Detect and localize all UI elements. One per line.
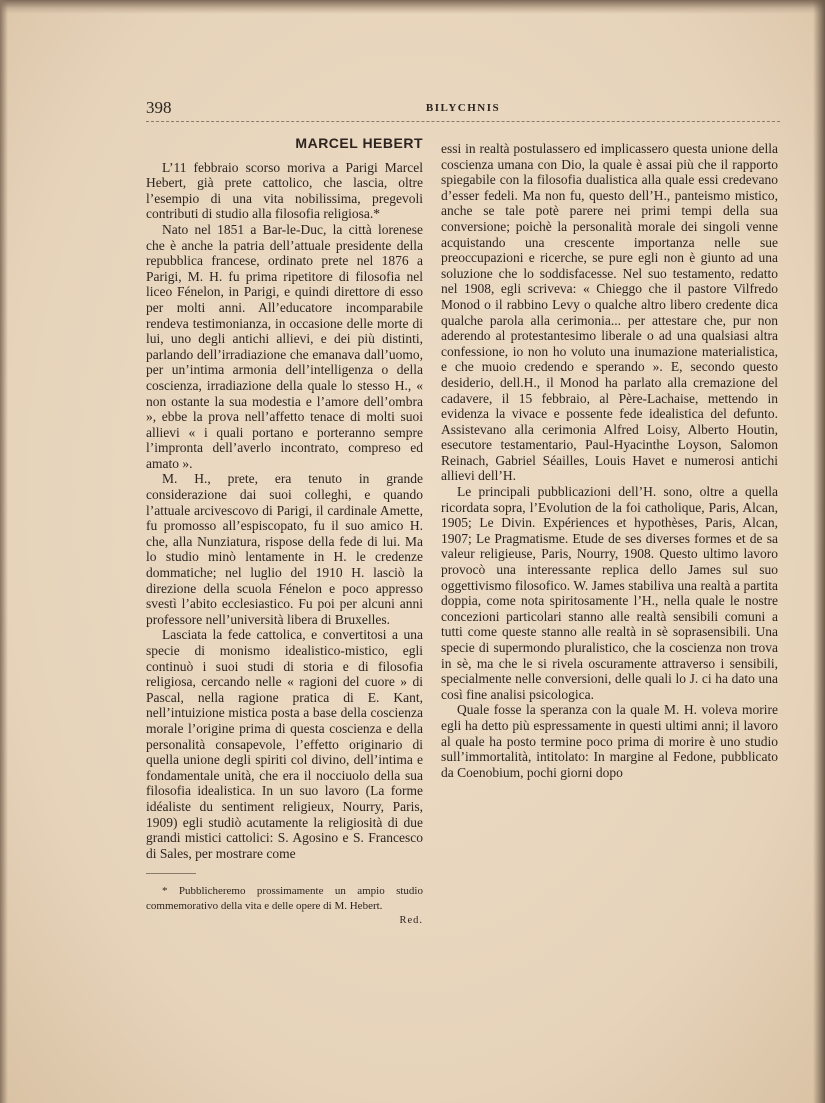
- page-header: [146, 98, 780, 120]
- article-title: MARCEL HEBERT: [295, 135, 423, 151]
- page-edge-top: [0, 0, 825, 14]
- paragraph: Nato nel 1851 a Bar-le-Duc, la città lorenese che è anche la patria dell’attuale presidente della repubblica francese, ordinato prete nel 1876 a Parigi, M. H. fu prima ripetitore di filosofia nel liceo Fénelon, in Parigi, e quindi direttore di esso per molti anni. All’educatore incomparabile rendeva testimonianza, in occasione delle morte di lui, uno degli antichi allievi, e dei più distinti, parlando dell’irradiazione che emanava dall’uomo, per un’intima armonia dell’intelligenza o della coscienza, irradiazione della quale lo stesso H., « non ostante la sua modestia e l’amore dell’ombra », ebbe la prova nell’affetto tenace di molti suoi allievi « i quali portano e porteranno sempre l’impronta dell’averlo incontrato, compreso ed amato ».: [146, 221, 423, 471]
- right-column: [441, 141, 778, 780]
- footnote-rule: [146, 873, 196, 874]
- paragraph: Le principali pubblicazioni dell’H. sono, oltre a quella ricordata sopra, l’Evolution de la foi catholique, Paris, Alcan, 1905; Le Divin. Expériences et hypothèses, Paris, Alcan, 1907; Le Pragmatisme. Etude de ses diverses formes et de sa valeur religieuse, Paris, Nourry, 1908. Questo ultimo lavoro provocò una interessante replica dello James sul suo oggettivismo filosofico. W. James stabiliva una realtà a partita doppia, come nota spiritosamente l’H., nella quale le nostre concezioni particolari stanno alle realtà sensibili comuni a tutti come queste stanno alle realtà in sè soprasensibili. Una specie di supermondo pluralistico, che la coscienza non trova in sè, ma che le si rivela oscuramente attraverso i sensibili, specialmente nelle conversioni, delle quali lo J. ci ha dato una così fine analisi psicologica.: [441, 484, 778, 702]
- paragraph: Lasciata la fede cattolica, e convertitosi a una specie di monismo idealistico-mistico, egli continuò i suoi studi di storia e di filosofia religiosa, cercando nelle « ragioni del cuore » di Pascal, nella ragione pratica di E. Kant, nell’intuizione mistica posta a base della coscienza morale l’origine prima di questa coscienza e della personalità consapevole, l’effetto originario di quella unione degli spiriti col divino, dell’intima e fondamentale unità, che era il nocciuolo della sua filosofia idealistica. In un suo lavoro (La forme idéaliste du sentiment religieux, Nourry, Paris, 1909) egli studiò acutamente la religiosità di due grandi mistici cattolici: S. Agosino e S. Francesco di Sales, per mostrare come: [146, 627, 423, 861]
- page-edge-left: [0, 0, 8, 1103]
- page-number: 398: [146, 98, 172, 117]
- paragraph: M. H., prete, era tenuto in grande considerazione dai suoi colleghi, e quando l’attuale arcivescovo di Parigi, il cardinale Amette, fu promosso all’espiscopato, fu il suo amico H. che, alla Nunziatura, rispose della fede di lui. Ma lo studio minò lentamente in H. le credenze dommatiche; nel luglio del 1910 H. lasciò la direzione della scuola Fénelon e poco appresso svestì l’abito ecclesiastico. Fu poi per alcuni anni professore nell’università libera di Bruxelles.: [146, 471, 423, 627]
- paragraph: L’11 febbraio scorso moriva a Parigi Marcel Hebert, già prete cattolico, che lascia, oltre l’esempio di una vita nobilissima, pregevoli contributi di studio alla filosofia religiosa.*: [146, 159, 423, 222]
- running-head: BILYCHNIS: [425, 102, 501, 114]
- header-rule: [146, 121, 780, 122]
- page-edge-right: [813, 0, 825, 1103]
- paragraph: Quale fosse la speranza con la quale M. H. voleva morire egli ha detto più espressamente in questi ultimi anni; il lavoro al quale ha posto termine poco prima di morire è uno studio sull’immortalità, intitolato: In margine al Fedone, pubblicato da Coenobium, pochi giorni dopo: [441, 702, 778, 780]
- paragraph: essi in realtà postulassero ed implicassero questa unione della coscienza umana con Dio, la quale è assai più che il rapporto spiegabile con la filosofia dualistica alla quale essi credevano d’esser fedeli. Ma non fu, questo dell’H., panteismo mistico, anche se tale potè parere nei primi tempi della sua conversione; poichè la personalità morale dei singoli venne acquistando una crescente importanza nelle sue preoccupazioni e ricerche, se pure egli non è giunto ad una soluzione che lo soddisfacesse. Nel suo testamento, redatto nel 1908, egli scriveva: « Chieggo che il pastore Vilfredo Monod o il rabbino Levy o qualche altro libero credente dica qualche parola alla cerimonia... per attestare che, pur non aderendo al protestantesimo liberale o ad una qualsiasi altra confessione, io non ho voluto una inumazione materialistica, e che muoio credendo e sperando ». E, secondo questo desiderio, dell.H., il Monod ha parlato alla cremazione del cadavere, il 15 febbraio, al Père-Lachaise, mettendo in evidenza la vivace e possente fede idealistica del defunto. Assistevano alla cerimonia Alfred Loisy, Alberto Houtin, esecutore testamentario, Paul-Hyacinthe Loyson, Salomon Reinach, Gabriel Séailles, Louis Havet e numerosi antichi allievi dell’H.: [441, 141, 778, 484]
- footnote-signature: Red.: [399, 915, 423, 927]
- left-column: [146, 136, 423, 929]
- footnote: * Pubblicheremo prossimamente un ampio studio commemorativo della vita e delle opere di M. Hebert.: [146, 885, 423, 912]
